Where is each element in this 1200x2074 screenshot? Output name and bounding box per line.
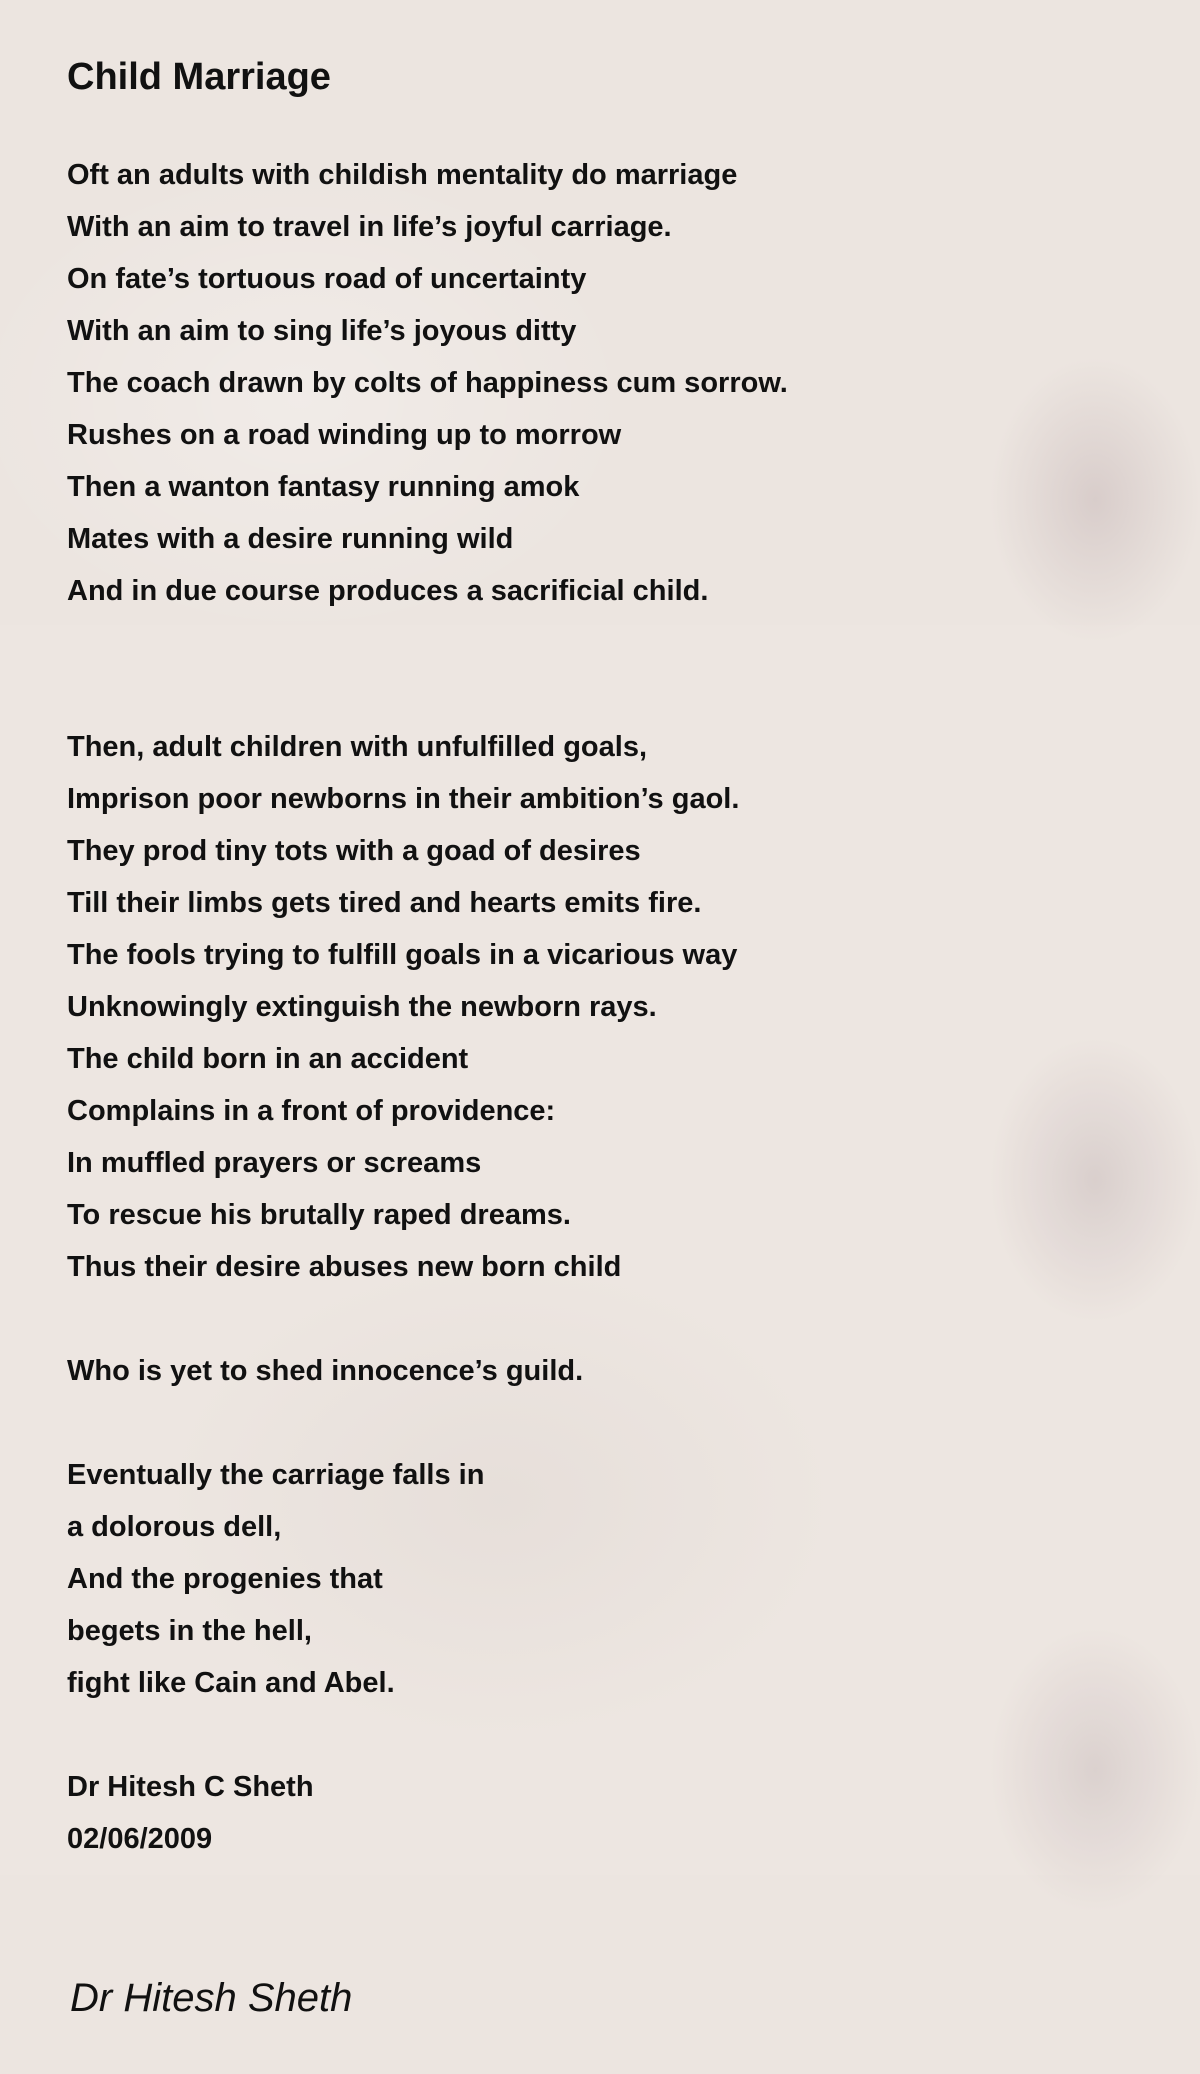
stanza-4 <box>67 1449 484 1709</box>
stanza-1 <box>67 149 788 617</box>
poem-line: Mates with a desire running wild <box>67 523 514 555</box>
poem-line: Rushes on a road winding up to morrow <box>67 419 622 451</box>
poem-line: Then, adult children with unfulfilled goals, <box>67 731 647 763</box>
poem-line: fight like Cain and Abel. <box>67 1667 395 1699</box>
poem-line: They prod tiny tots with a goad of desires <box>67 835 641 867</box>
author-signature: Dr Hitesh Sheth <box>70 1976 353 2020</box>
poem-line: Till their limbs gets tired and hearts emits fire. <box>67 887 702 919</box>
poem-byline <box>67 1761 314 1865</box>
poem-line: And in due course produces a sacrificial child. <box>67 575 709 607</box>
poem-line: begets in the hell, <box>67 1615 312 1647</box>
poem-line: With an aim to travel in life’s joyful carriage. <box>67 211 672 243</box>
byline-date: 02/06/2009 <box>67 1823 213 1855</box>
poem-line: And the progenies that <box>67 1563 383 1595</box>
poem-line: On fate’s tortuous road of uncertainty <box>67 263 587 295</box>
poem-line: The child born in an accident <box>67 1043 469 1075</box>
poem-line: The fools trying to fulfill goals in a vicarious way <box>67 939 738 971</box>
poem-line: Unknowingly extinguish the newborn rays. <box>67 991 657 1023</box>
poem-line: a dolorous dell, <box>67 1511 282 1543</box>
poem-line: Thus their desire abuses new born child <box>67 1251 622 1283</box>
stanza-3 <box>67 1345 583 1397</box>
poem-line: To rescue his brutally raped dreams. <box>67 1199 571 1231</box>
poem-line: Imprison poor newborns in their ambition’s gaol. <box>67 783 740 815</box>
poem-line: The coach drawn by colts of happiness cum sorrow. <box>67 367 788 399</box>
poem-line: Oft an adults with childish mentality do marriage <box>67 159 738 191</box>
poem-line: In muffled prayers or screams <box>67 1147 482 1179</box>
poem-line: With an aim to sing life’s joyous ditty <box>67 315 577 347</box>
byline-author: Dr Hitesh C Sheth <box>67 1771 314 1803</box>
poem-line: Who is yet to shed innocence’s guild. <box>67 1355 584 1387</box>
stanza-2 <box>67 721 739 1293</box>
poem-line: Eventually the carriage falls in <box>67 1459 485 1491</box>
poem-line: Complains in a front of providence: <box>67 1095 556 1127</box>
poem-title: Child Marriage <box>67 56 331 98</box>
poem-line: Then a wanton fantasy running amok <box>67 471 580 503</box>
